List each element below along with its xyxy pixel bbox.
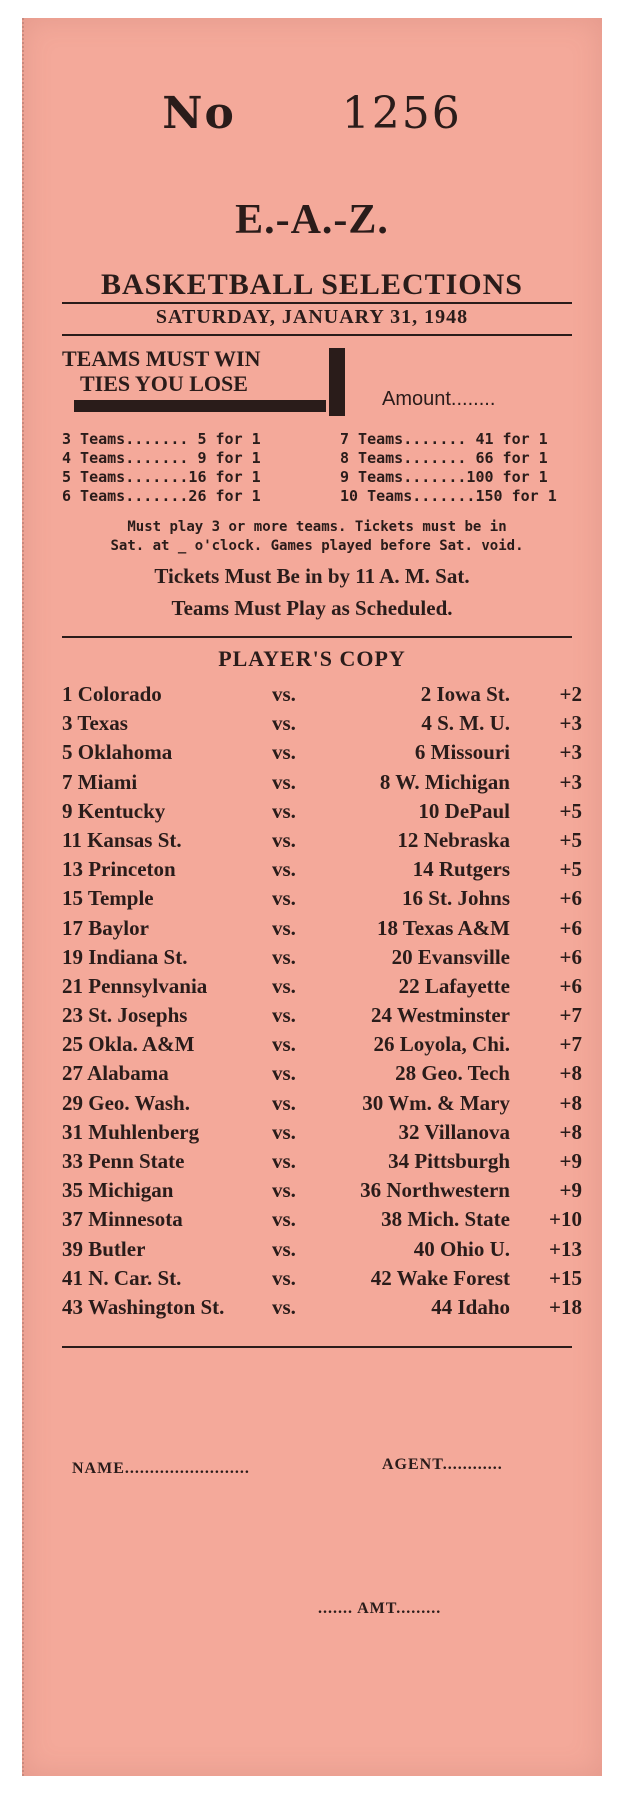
team-a: 27 Alabama	[62, 1061, 169, 1086]
game-row	[62, 1178, 582, 1207]
vs-label: vs.	[272, 973, 296, 998]
point-spread: +13	[549, 1236, 582, 1261]
odds-table-left	[62, 430, 261, 506]
game-row	[62, 828, 582, 857]
point-spread: +6	[559, 944, 582, 969]
team-b: 20 Evansville	[391, 944, 510, 969]
point-spread: +7	[559, 1003, 582, 1028]
team-a: 11 Kansas St.	[62, 827, 182, 852]
team-b: 36 Northwestern	[360, 1178, 510, 1203]
point-spread: +5	[559, 798, 582, 823]
team-b: 28 Geo. Tech	[395, 1061, 510, 1086]
vs-label: vs.	[272, 711, 296, 736]
point-spread: +8	[559, 1090, 582, 1115]
team-a: 29 Geo. Wash.	[62, 1090, 190, 1115]
point-spread: +9	[559, 1178, 582, 1203]
vs-label: vs.	[272, 1032, 296, 1057]
team-a: 31 Muhlenberg	[62, 1119, 200, 1144]
rules-box	[62, 346, 260, 396]
amt-field: ....... AMT.........	[318, 1600, 442, 1617]
divider	[62, 334, 572, 336]
note-line: Must play 3 or more teams. Tickets must be in	[127, 519, 507, 535]
vs-label: vs.	[272, 1090, 296, 1115]
point-spread: +10	[549, 1207, 582, 1232]
team-a: 1 Colorado	[62, 682, 162, 706]
team-a: 3 Texas	[62, 711, 128, 736]
deadline-text: Tickets Must Be in by 11 A. M. Sat.	[154, 564, 470, 588]
game-row	[62, 1237, 582, 1266]
team-a: 43 Washington St.	[62, 1294, 225, 1319]
team-b: 6 Missouri	[414, 740, 510, 765]
vs-label: vs.	[272, 1178, 296, 1203]
game-row	[62, 711, 582, 740]
ticket-serial	[22, 88, 602, 139]
games-list	[62, 682, 582, 1324]
schedule-text: Teams Must Play as Scheduled.	[171, 596, 453, 620]
game-row	[62, 857, 582, 886]
game-row	[62, 740, 582, 769]
vs-label: vs.	[272, 857, 296, 882]
game-row	[62, 770, 582, 799]
team-a: 19 Indiana St.	[62, 944, 188, 969]
vs-label: vs.	[272, 1207, 296, 1232]
team-b: 34 Pittsburgh	[388, 1149, 510, 1173]
point-spread: +3	[559, 769, 582, 794]
game-row	[62, 1061, 582, 1090]
team-b: 8 W. Michigan	[379, 769, 510, 794]
team-a: 7 Miami	[62, 769, 138, 794]
rules-bar	[329, 348, 345, 416]
game-row	[62, 682, 582, 711]
copy-label: PLAYER'S COPY	[218, 646, 406, 671]
rule-line: TIES YOU LOSE	[80, 371, 248, 396]
vs-label: vs.	[272, 944, 296, 969]
odds-table-right	[340, 430, 557, 506]
vs-label: vs.	[272, 1003, 296, 1028]
team-b: 32 Villanova	[398, 1119, 510, 1144]
game-row	[62, 1207, 582, 1236]
game-row	[62, 1032, 582, 1061]
team-a: 13 Princeton	[62, 857, 176, 882]
agent-field: AGENT............	[382, 1456, 503, 1473]
team-a: 39 Butler	[62, 1236, 146, 1261]
vs-label: vs.	[272, 1265, 296, 1290]
odds-row: 10 Teams.......150 for 1	[340, 487, 557, 505]
team-b: 12 Nebraska	[397, 827, 510, 852]
team-a: 5 Oklahoma	[62, 740, 173, 765]
team-b: 40 Ohio U.	[413, 1236, 510, 1261]
odds-row: 4 Teams....... 9 for 1	[62, 449, 261, 467]
rule-line: TEAMS MUST WIN	[62, 346, 261, 371]
ticket-number: 1256	[341, 88, 462, 139]
game-row	[62, 945, 582, 974]
point-spread: +3	[559, 711, 582, 736]
team-b: 30 Wm. & Mary	[362, 1090, 510, 1115]
point-spread: +7	[559, 1032, 582, 1057]
game-row	[62, 1149, 582, 1178]
game-row	[62, 1266, 582, 1295]
game-row	[62, 1120, 582, 1149]
team-a: 33 Penn State	[62, 1149, 185, 1173]
team-a: 21 Pennsylvania	[62, 973, 208, 998]
vs-label: vs.	[272, 915, 296, 940]
team-b: 22 Lafayette	[398, 973, 510, 998]
vs-label: vs.	[272, 827, 296, 852]
team-b: 44 Idaho	[431, 1294, 510, 1319]
team-b: 16 St. Johns	[402, 886, 510, 911]
odds-row: 8 Teams....... 66 for 1	[340, 449, 548, 467]
team-b: 42 Wake Forest	[370, 1265, 510, 1290]
amount-field: Amount........	[382, 388, 496, 410]
team-a: 41 N. Car. St.	[62, 1265, 182, 1290]
point-spread: +9	[559, 1149, 582, 1173]
game-row	[62, 974, 582, 1003]
point-spread: +6	[559, 973, 582, 998]
vs-label: vs.	[272, 769, 296, 794]
point-spread: +5	[559, 857, 582, 882]
betting-ticket	[22, 18, 602, 1776]
game-row	[62, 1295, 582, 1324]
point-spread: +2	[559, 682, 582, 706]
point-spread: +6	[559, 886, 582, 911]
name-field: NAME.........................	[72, 1460, 250, 1477]
vs-label: vs.	[272, 1061, 296, 1086]
game-row	[62, 1091, 582, 1120]
point-spread: +15	[549, 1265, 582, 1290]
divider	[62, 1346, 572, 1348]
vs-label: vs.	[272, 1119, 296, 1144]
divider	[62, 302, 572, 304]
team-b: 4 S. M. U.	[421, 711, 510, 736]
point-spread: +5	[559, 827, 582, 852]
divider	[62, 636, 572, 638]
vs-label: vs.	[272, 1294, 296, 1319]
odds-row: 3 Teams....... 5 for 1	[62, 430, 261, 448]
rules-bar	[74, 400, 326, 412]
point-spread: +3	[559, 740, 582, 765]
team-b: 18 Texas A&M	[376, 915, 510, 940]
point-spread: +8	[559, 1061, 582, 1086]
point-spread: +6	[559, 915, 582, 940]
team-a: 35 Michigan	[62, 1178, 174, 1203]
game-row	[62, 886, 582, 915]
vs-label: vs.	[272, 886, 296, 911]
team-a: 15 Temple	[62, 886, 154, 911]
team-a: 37 Minnesota	[62, 1207, 183, 1232]
vs-label: vs.	[272, 740, 296, 765]
odds-row: 7 Teams....... 41 for 1	[340, 430, 548, 448]
odds-row: 6 Teams.......26 for 1	[62, 487, 261, 505]
headline: BASKETBALL SELECTIONS	[100, 268, 523, 301]
game-row	[62, 1003, 582, 1032]
vs-label: vs.	[272, 798, 296, 823]
team-b: 2 Iowa St.	[420, 682, 510, 706]
vs-label: vs.	[272, 1236, 296, 1261]
ticket-date: SATURDAY, JANUARY 31, 1948	[155, 306, 469, 328]
team-a: 17 Baylor	[62, 915, 149, 940]
number-label: No	[162, 88, 236, 139]
odds-row: 5 Teams.......16 for 1	[62, 468, 261, 486]
team-b: 24 Westminster	[370, 1003, 510, 1028]
team-b: 26 Loyola, Chi.	[373, 1032, 510, 1057]
team-b: 38 Mich. State	[381, 1207, 510, 1232]
team-a: 23 St. Josephs	[62, 1003, 188, 1028]
team-b: 14 Rutgers	[412, 857, 510, 882]
game-row	[62, 916, 582, 945]
vs-label: vs.	[272, 1149, 296, 1173]
rules-note	[62, 518, 572, 556]
team-a: 9 Kentucky	[62, 798, 166, 823]
game-row	[62, 799, 582, 828]
odds-row: 9 Teams.......100 for 1	[340, 468, 548, 486]
note-line: Sat. at _ o'clock. Games played before Sat. void.	[110, 538, 524, 554]
team-a: 25 Okla. A&M	[62, 1032, 195, 1057]
brand-title: E.-A.-Z.	[235, 197, 389, 243]
vs-label: vs.	[272, 682, 296, 706]
point-spread: +18	[549, 1294, 582, 1319]
point-spread: +8	[559, 1119, 582, 1144]
team-b: 10 DePaul	[418, 798, 510, 823]
